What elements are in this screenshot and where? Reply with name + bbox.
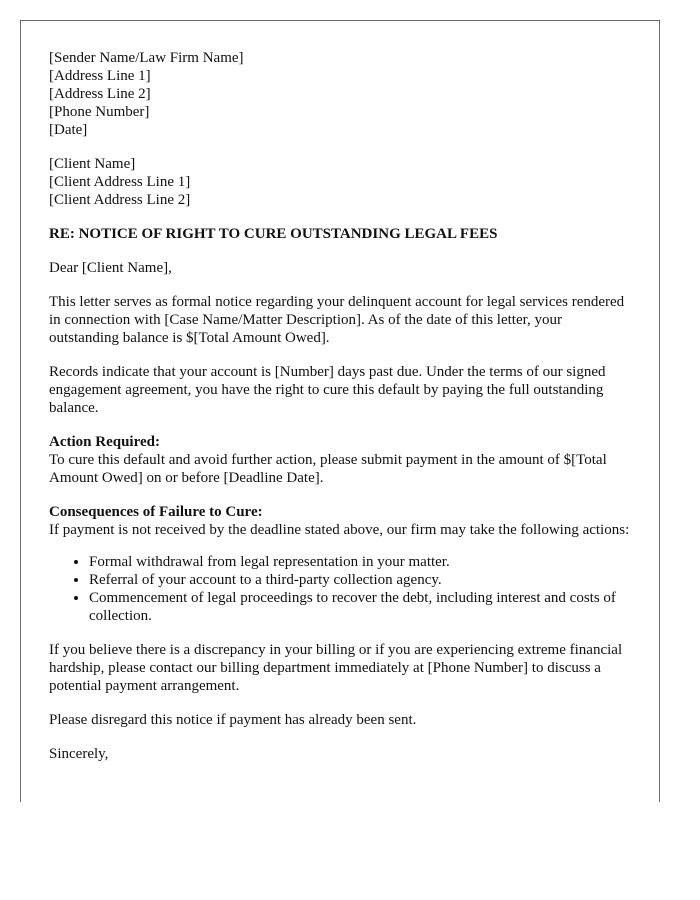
discrepancy-paragraph: If you believe there is a discrepancy in your billing or if you are experiencing extreme financial hardship, please contact our billing department immediately at [Phone Number] to discuss a potential payment arrangement. xyxy=(49,642,623,694)
client-address-line-2: [Client Address Line 2] xyxy=(49,192,191,208)
intro-paragraph: This letter serves as formal notice regarding your delinquent account for legal services rendered in connection with [Case Name/Matter Description]. As of the date of this letter, your outstanding balance is $[Total Amount Owed]. xyxy=(49,294,625,346)
records-paragraph: Records indicate that your account is [Number] days past due. Under the terms of our signed engagement agreement, you have the right to cure this default by paying the full outstanding balance. xyxy=(49,364,606,416)
consequences-heading: Consequences of Failure to Cure: xyxy=(49,504,263,520)
list-item: • Commencement of legal proceedings to recover the debt, including interest and costs of collection. xyxy=(89,589,631,625)
consequences-text: If payment is not received by the deadline stated above, our firm may take the following actions: xyxy=(49,522,630,538)
sender-block xyxy=(49,49,631,139)
list-item: • Formal withdrawal from legal representation in your matter. xyxy=(89,553,631,571)
action-text: To cure this default and avoid further action, please submit payment in the amount of $[Total Amount Owed] on or before [Deadline Date]. xyxy=(49,452,607,486)
consequences-list xyxy=(49,553,631,625)
sender-phone: [Phone Number] xyxy=(49,104,150,120)
disregard-paragraph: Please disregard this notice if payment has already been sent. xyxy=(49,712,417,728)
sender-address-line-2: [Address Line 2] xyxy=(49,86,151,102)
action-heading: Action Required: xyxy=(49,434,160,450)
sender-address-line-1: [Address Line 1] xyxy=(49,68,151,84)
action-section xyxy=(49,433,631,487)
letter-page xyxy=(20,20,660,802)
salutation: Dear [Client Name], xyxy=(49,260,172,276)
consequences-section xyxy=(49,503,631,539)
sender-name: [Sender Name/Law Firm Name] xyxy=(49,50,244,66)
closing: Sincerely, xyxy=(49,746,109,762)
subject-line: RE: NOTICE OF RIGHT TO CURE OUTSTANDING LEGAL FEES xyxy=(49,226,498,242)
client-address-line-1: [Client Address Line 1] xyxy=(49,174,191,190)
letter-date: [Date] xyxy=(49,122,88,138)
client-block xyxy=(49,155,631,209)
client-name: [Client Name] xyxy=(49,156,136,172)
list-item: • Referral of your account to a third-party collection agency. xyxy=(89,571,631,589)
